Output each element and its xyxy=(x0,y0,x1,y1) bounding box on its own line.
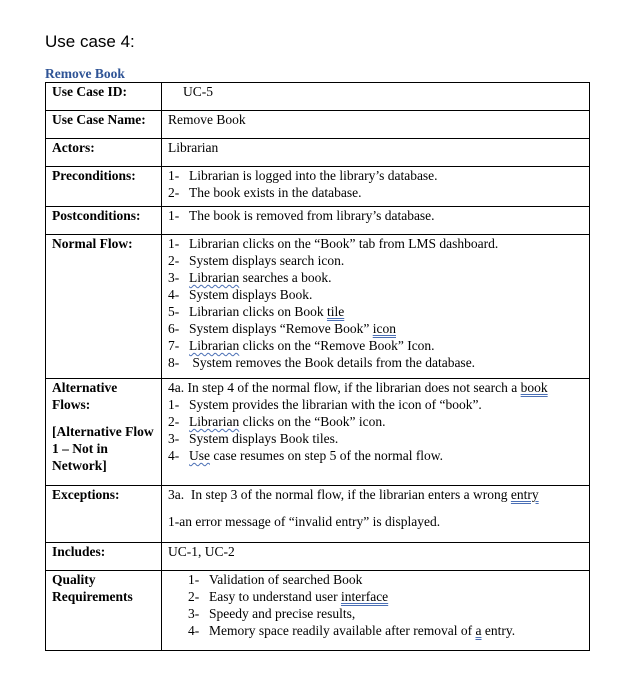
row-exceptions xyxy=(46,486,590,543)
value-postconditions xyxy=(162,207,590,235)
list-item: 6- System displays “Remove Book” icon xyxy=(168,321,396,336)
row-use-case-name xyxy=(46,111,590,139)
row-quality-requirements xyxy=(46,571,590,651)
value-alternative-flows: 4a. In step 4 of the normal flow, if the librarian does not search a book 1- System provides the librarian with the icon of “book”. 2- Librarian clicks on the “Book” icon. 3- System displays Book tiles. 4- Use case resumes on step 5 of the normal flow. xyxy=(162,379,590,486)
label-use-case-name: Use Case Name: xyxy=(46,111,162,139)
list-item: 7- Librarian clicks on the “Remove Book” Icon. xyxy=(168,338,435,353)
list-item: 2- The book exists in the database. xyxy=(168,185,362,200)
row-alternative-flows xyxy=(46,379,590,486)
value-exceptions: 3a. In step 3 of the normal flow, if the librarian enters a wrong entry 1-an error message of “invalid entry” is displayed. xyxy=(162,486,590,543)
label-use-case-id: Use Case ID: xyxy=(46,83,162,111)
label-quality-requirements: Quality Requirements xyxy=(46,571,162,651)
row-actors xyxy=(46,139,590,167)
label-actors: Actors: xyxy=(46,139,162,167)
value-use-case-name: Remove Book xyxy=(162,111,590,139)
list-item: 2- Librarian clicks on the “Book” icon. xyxy=(168,414,386,429)
list-item: 5- Librarian clicks on Book tile xyxy=(168,304,345,319)
row-postconditions xyxy=(46,207,590,235)
label-normal-flow: Normal Flow: xyxy=(46,235,162,379)
list-item: 1- The book is removed from library’s database. xyxy=(168,208,435,223)
use-case-title: Remove Book xyxy=(45,66,125,81)
label-includes: Includes: xyxy=(46,543,162,571)
list-item: 3- Speedy and precise results, xyxy=(188,606,356,621)
list-item: 1- Librarian clicks on the “Book” tab from LMS dashboard. xyxy=(168,236,499,251)
value-use-case-id: UC-5 xyxy=(162,83,590,111)
use-case-table xyxy=(45,82,590,651)
list-item: 8- System removes the Book details from the database. xyxy=(168,355,476,370)
list-item: 1- Validation of searched Book xyxy=(188,572,363,587)
list-item: 1- System provides the librarian with the icon of “book”. xyxy=(168,397,482,412)
label-alternative-flows: Alternative Flows: [Alternative Flow 1 – Not in Network] xyxy=(46,379,162,486)
label-postconditions: Postconditions: xyxy=(46,207,162,235)
row-normal-flow xyxy=(46,235,590,379)
list-item: 4- System displays Book. xyxy=(168,287,313,302)
label-exceptions: Exceptions: xyxy=(46,486,162,543)
list-item: 3- Librarian searches a book. xyxy=(168,270,332,285)
label-preconditions: Preconditions: xyxy=(46,167,162,207)
value-normal-flow xyxy=(162,235,590,379)
list-item: 4- Memory space readily available after removal of a entry. xyxy=(188,623,516,638)
list-item: 2- System displays search icon. xyxy=(168,253,345,268)
row-includes xyxy=(46,543,590,571)
list-item: 3- System displays Book tiles. xyxy=(168,431,339,446)
row-preconditions xyxy=(46,167,590,207)
list-item: 2- Easy to understand user interface xyxy=(188,589,389,604)
page-heading: Use case 4: xyxy=(45,32,135,51)
row-use-case-id xyxy=(46,83,590,111)
value-actors: Librarian xyxy=(162,139,590,167)
value-preconditions xyxy=(162,167,590,207)
value-includes: UC-1, UC-2 xyxy=(162,543,590,571)
list-item: 1- Librarian is logged into the library’s database. xyxy=(168,168,438,183)
value-quality-requirements xyxy=(162,571,590,651)
list-item: 4- Use case resumes on step 5 of the normal flow. xyxy=(168,448,444,463)
